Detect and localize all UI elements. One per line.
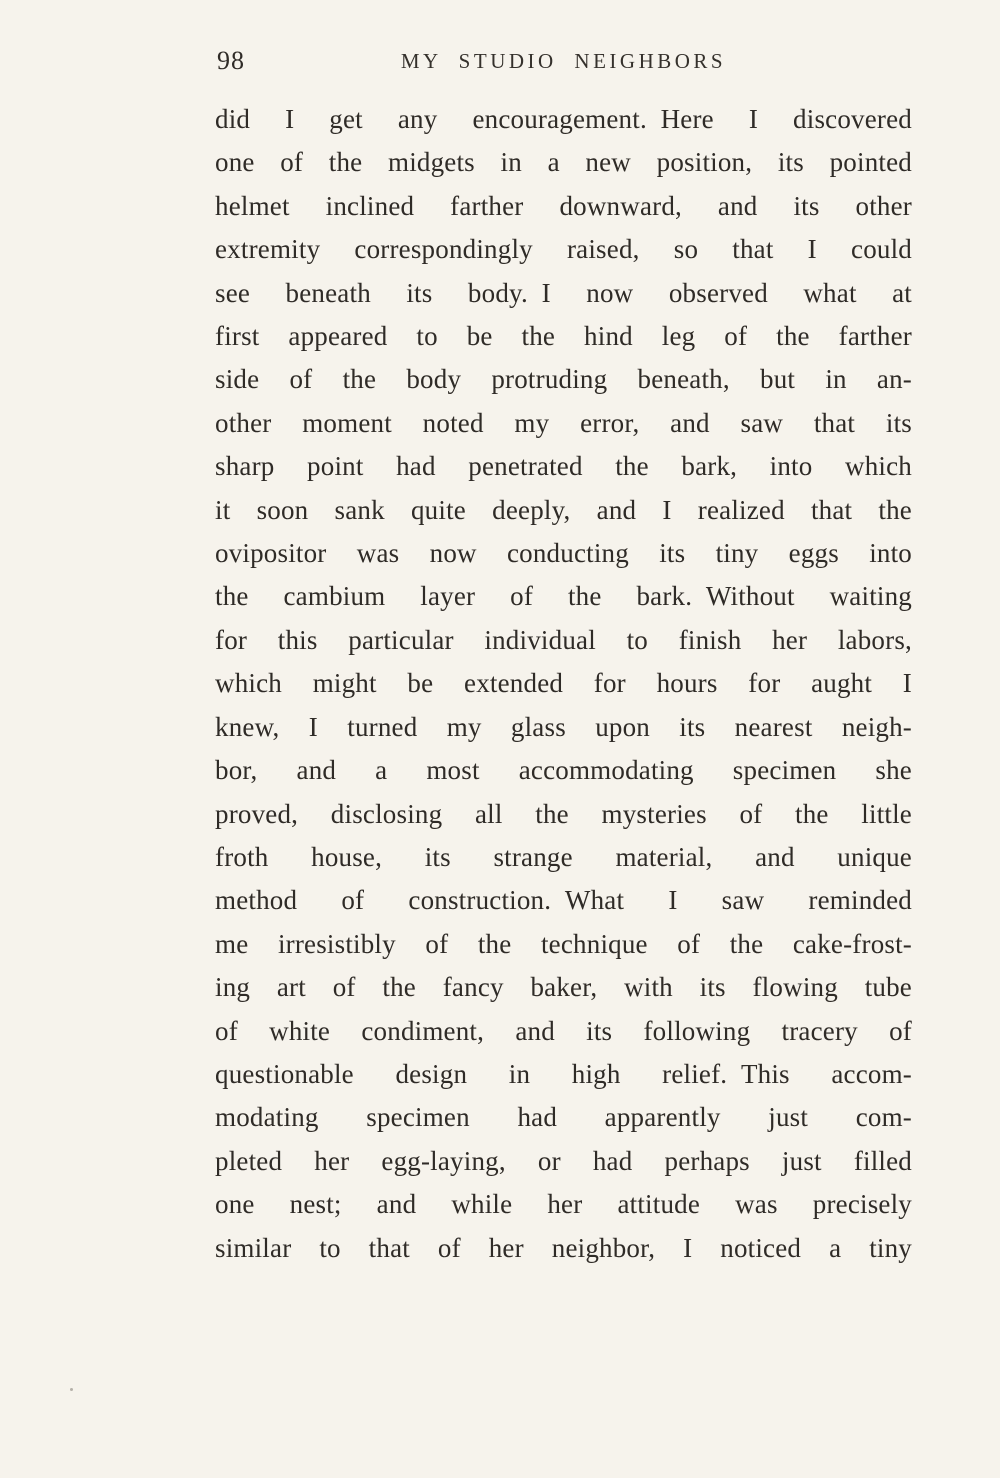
text-line: first appeared to be the hind leg of the farther xyxy=(215,321,912,352)
text-line: knew, I turned my glass upon its nearest neigh- xyxy=(215,711,912,742)
text-line: it soon sank quite deeply, and I realized that the xyxy=(215,494,912,525)
text-line: similar to that of her neighbor, I noticed a tiny xyxy=(215,1232,912,1263)
text-line: extremity correspondingly raised, so that I could xyxy=(215,234,912,265)
text-line: did I get any encouragement. Here I discovered xyxy=(215,104,912,134)
text-line: bor, and a most accommodating specimen she xyxy=(215,755,912,786)
running-title: MY STUDIO NEIGHBORS xyxy=(400,49,727,73)
page-number: 98 xyxy=(217,46,245,75)
text-line: one nest; and while her attitude was precisely xyxy=(215,1189,912,1220)
text-line: side of the body protruding beneath, but in an- xyxy=(215,364,912,395)
text-column xyxy=(215,46,912,1270)
text-line: helmet inclined farther downward, and its other xyxy=(215,190,912,221)
text-line: ovipositor was now conducting its tiny eggs into xyxy=(215,538,912,569)
text-line: proved, disclosing all the mysteries of the little xyxy=(215,798,912,829)
page-header xyxy=(215,46,912,76)
text-line: the cambium layer of the bark. Without waiting xyxy=(215,581,912,612)
text-line: sharp point had penetrated the bark, into which xyxy=(215,451,912,482)
text-line: froth house, its strange material, and unique xyxy=(215,841,912,872)
text-line: one of the midgets in a new position, its pointed xyxy=(215,147,912,178)
text-line: other moment noted my error, and saw that its xyxy=(215,407,912,438)
text-line: which might be extended for hours for aught I xyxy=(215,668,912,699)
text-line: modating specimen had apparently just com- xyxy=(215,1102,912,1133)
text-line: me irresistibly of the technique of the cake-frost- xyxy=(215,928,912,959)
text-line: method of construction. What I saw reminded xyxy=(215,885,912,916)
text-line: of white condiment, and its following tracery of xyxy=(215,1015,912,1046)
text-line: see beneath its body. I now observed what at xyxy=(215,277,912,308)
text-line: for this particular individual to finish her labors, xyxy=(215,624,912,655)
scan-speck xyxy=(70,1388,73,1391)
text-line: pleted her egg-laying, or had perhaps just filled xyxy=(215,1145,912,1176)
text-line: ing art of the fancy baker, with its flowing tube xyxy=(215,972,912,1003)
body-text xyxy=(215,98,912,1270)
text-line: questionable design in high relief. This accom- xyxy=(215,1058,912,1089)
